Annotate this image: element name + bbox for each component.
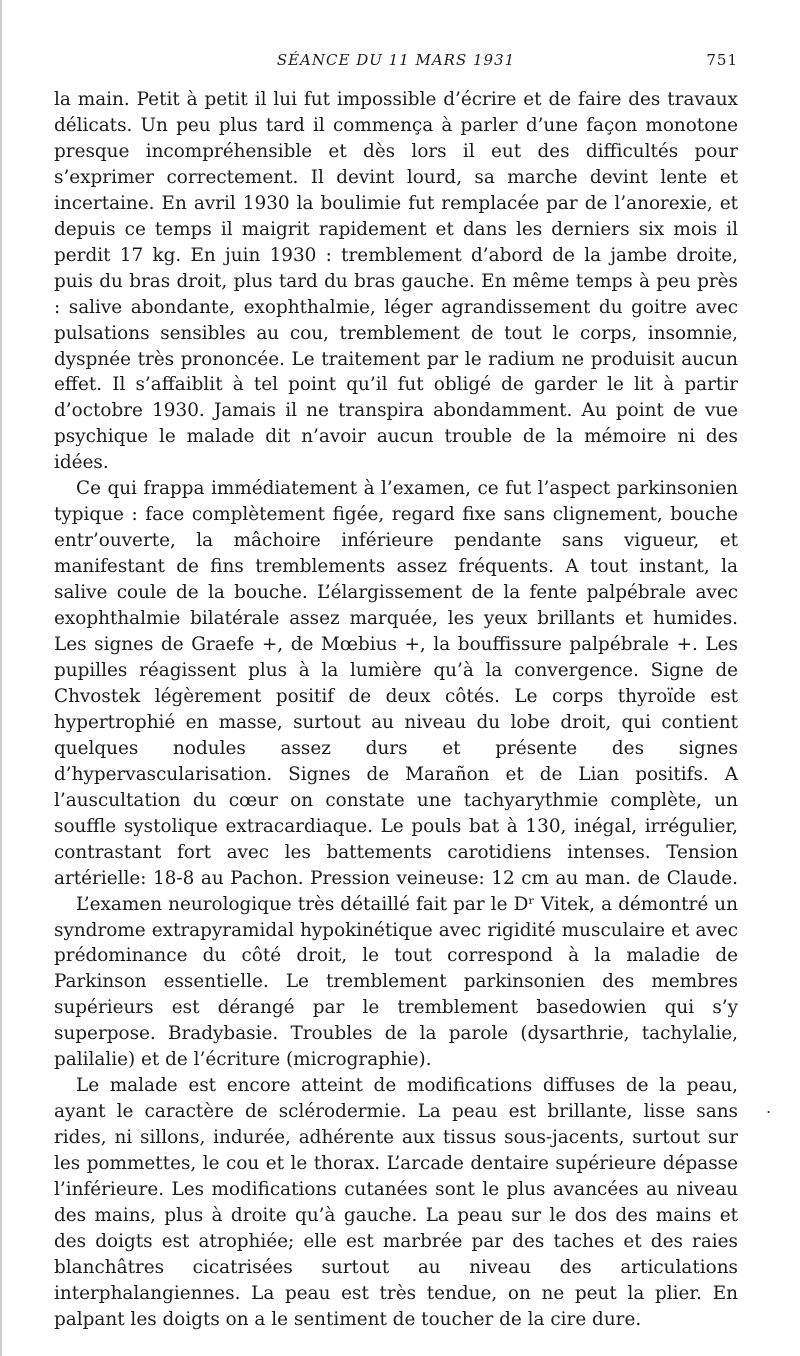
running-head <box>54 51 738 75</box>
margin-mark: . <box>766 1098 772 1117</box>
paragraph-4: Le malade est encore atteint de modifications diffuses de la peau, ayant le caractère de sclérodermie. La peau est brillante, lisse sans rides, ni sillons, indurée, adhérente aux tissus sous-jacents, surtout sur les pommettes, le cou et le thorax. L’arcade dentaire supérieure dépasse l’inférieure. Les modifications cutanées sont le plus avancées au niveau des mains, plus à droite qu’à gauche. La peau sur le dos des mains et des doigts est atrophiée; elle est marbrée par des taches et des raies blanchâtres cicatrisées surtout au niveau des articulations interphalangiennes. La peau est très tendue, on ne peut la plier. En palpant les doigts on a le sentiment de toucher de la cire dure. <box>54 1075 738 1330</box>
article-body <box>54 87 738 1333</box>
paragraph-1: la main. Petit à petit il lui fut impossible d’écrire et de faire des travaux délicats. Un peu plus tard il commença à parler d’une façon monotone presque incompréhensible et dès lors il eut des difficultés pour s’exprimer correctement. Il devint lourd, sa marche devint lente et incertaine. En avril 1930 la boulimie fut remplacée par de l’anorexie, et depuis ce temps il maigrit rapidement et dans les derniers six mois il perdit 17 kg. En juin 1930 : tremblement d’abord de la jambe droite, puis du bras droit, plus tard du bras gauche. En même temps à peu près : salive abondante, exophthalmie, léger agrandissement du goitre avec pulsations sensibles au cou, tremblement de tout le corps, insomnie, dyspnée très prononcée. Le traitement par le radium ne produisit aucun effet. Il s’affaiblit à tel point qu’il fut obligé de garder le lit à partir d’octobre 1930. Jamais il ne transpira abondamment. Au point de vue psychique le malade dit n’avoir aucun trouble de la mémoire ni des idées. <box>54 89 738 474</box>
page-edge <box>0 0 2 1356</box>
paragraph-3: L’examen neurologique très détaillé fait par le Dʳ Vitek, a démontré un syndrome extrapyramidal hypokinétique avec rigidité musculaire et avec prédominance du côté droit, le tout correspond à la maladie de Parkinson essentielle. Le tremblement parkinsonien des membres supérieurs est dérangé par le tremblement basedowien qui s’y superpose. Bradybasie. Troubles de la parole (dysarthrie, tachylalie, palilalie) et de l’écriture (micrographie). <box>54 893 738 1071</box>
paragraph-2: Ce qui frappa immédiatement à l’examen, ce fut l’aspect parkinsonien typique : face complètement figée, regard fixe sans clignement, bouche entr’ouverte, la mâchoire inférieure pendante sans vigueur, et manifestant de fins tremblements assez fréquents. A tout instant, la salive coule de la bouche. L’élargissement de la fente palpébrale avec exophthalmie bilatérale assez marquée, les yeux brillants et humides. Les signes de Graefe +, de Mœbius +, la bouffissure palpébrale +. Les pupilles réagissent plus à la lumière qu’à la convergence. Signe de Chvostek légèrement positif de deux côtés. Le corps thyroïde est hypertrophié en masse, surtout au niveau du lobe droit, qui contient quelques nodules assez durs et présente des signes d’hypervascularisation. Signes de Marañon et de Lian positifs. A l’auscultation du cœur on constate une tachyarythmie complète, un souffle systolique extracardiaque. Le pouls bat à 130, inégal, irrégulier, contrastant fort avec les battements carotidiens intenses. Tension artérielle: 18-8 au Pachon. Pression veineuse: 12 cm au man. de Claude. <box>54 478 738 889</box>
page-number: 751 <box>706 51 738 69</box>
running-title: SÉANCE DU 11 MARS 1931 <box>276 51 516 69</box>
